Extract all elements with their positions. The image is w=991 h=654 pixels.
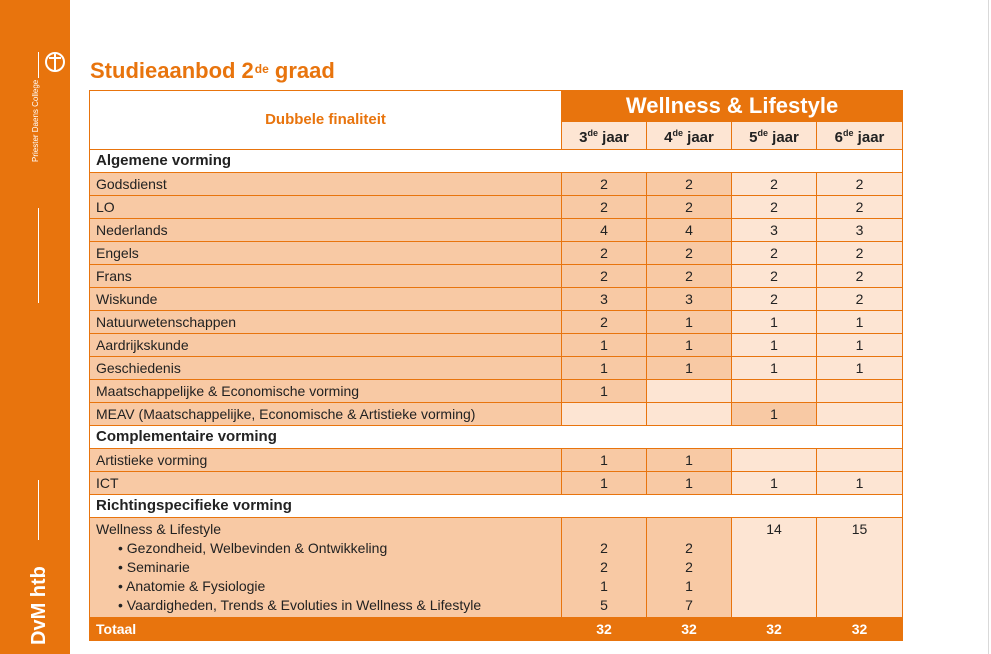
hours-cell: 1 <box>562 472 647 495</box>
hours-cell: 4 <box>562 219 647 242</box>
hours-cell: 1 <box>647 311 732 334</box>
hours-cell: 1 <box>817 472 903 495</box>
subject-label: Engels <box>90 242 562 265</box>
subject-label: Maatschappelijke & Economische vorming <box>90 380 562 403</box>
hours-cell: 2 <box>647 196 732 219</box>
subject-label: Nederlands <box>90 219 562 242</box>
hours-cell: 2 <box>562 265 647 288</box>
hours-cell: 2 <box>817 173 903 196</box>
hours-cell: 1 <box>562 357 647 380</box>
header-row <box>90 91 903 122</box>
year-header: 6de jaar <box>817 122 903 150</box>
subject-label: Artistieke vorming <box>90 449 562 472</box>
hours-cell: 2 <box>817 288 903 311</box>
subject-label: Wiskunde <box>90 288 562 311</box>
hours-cell: 4 <box>647 219 732 242</box>
total-cell: 32 <box>562 618 647 641</box>
hours-cell: 2 <box>817 265 903 288</box>
hours-cell: 1 <box>817 357 903 380</box>
hours-cell: 2 <box>562 196 647 219</box>
hours-cell: 1 <box>732 357 817 380</box>
hours-cell: 2 2 1 5 <box>562 518 647 618</box>
section-row <box>90 495 903 518</box>
hours-cell: 2 <box>817 196 903 219</box>
subject-label: Wellness & Lifestyle <box>96 521 222 537</box>
hours-cell: 1 <box>732 334 817 357</box>
year-header: 3de jaar <box>562 122 647 150</box>
hours-cell <box>732 449 817 472</box>
section-title: Algemene vorming <box>90 150 903 173</box>
page-title <box>90 56 335 86</box>
hours-cell <box>647 380 732 403</box>
hours-cell: 1 <box>647 357 732 380</box>
hours-cell <box>647 403 732 426</box>
section-title: Richtingspecifieke vorming <box>90 495 903 518</box>
table-row <box>90 380 903 403</box>
sidebar-divider <box>38 52 39 78</box>
hours-cell: 2 2 1 7 <box>647 518 732 618</box>
hours-cell: 2 <box>562 242 647 265</box>
year-header: 4de jaar <box>647 122 732 150</box>
hours-cell: 1 <box>647 334 732 357</box>
hours-cell: 2 <box>732 288 817 311</box>
hours-cell: 2 <box>732 265 817 288</box>
hours-cell <box>732 380 817 403</box>
table-row <box>90 265 903 288</box>
sub-subject-label: • Seminarie <box>118 559 190 575</box>
hours-cell: 2 <box>647 265 732 288</box>
section-title: Complementaire vorming <box>90 426 903 449</box>
hours-cell: 1 <box>562 380 647 403</box>
table-row <box>90 357 903 380</box>
hours-cell: 2 <box>732 173 817 196</box>
hours-cell: 1 <box>647 449 732 472</box>
hours-cell: 1 <box>817 311 903 334</box>
table-row <box>90 472 903 495</box>
sub-subject-label: • Vaardigheden, Trends & Evoluties in Wellness & Lifestyle <box>118 597 482 613</box>
hours-cell <box>817 380 903 403</box>
sidebar-divider <box>38 208 39 303</box>
hours-cell: 1 <box>817 334 903 357</box>
program-header: Wellness & Lifestyle <box>562 91 903 122</box>
subject-label: Godsdienst <box>90 173 562 196</box>
hours-cell: 1 <box>562 334 647 357</box>
daens-logo-icon <box>44 51 66 73</box>
subject-label: Frans <box>90 265 562 288</box>
total-cell: 32 <box>732 618 817 641</box>
table-row <box>90 288 903 311</box>
total-cell: 32 <box>647 618 732 641</box>
section-row <box>90 150 903 173</box>
subject-label: Aardrijkskunde <box>90 334 562 357</box>
sub-subject-label: • Gezondheid, Welbevinden & Ontwikkeling <box>118 540 388 556</box>
subject-label: ICT <box>90 472 562 495</box>
hours-cell: 1 <box>732 311 817 334</box>
table-row <box>90 311 903 334</box>
hours-cell: 2 <box>647 242 732 265</box>
hours-cell: 2 <box>732 242 817 265</box>
table-row <box>90 449 903 472</box>
hours-cell: 3 <box>647 288 732 311</box>
hours-cell: 3 <box>732 219 817 242</box>
subject-label: LO <box>90 196 562 219</box>
hours-cell <box>562 403 647 426</box>
sidebar <box>0 0 70 654</box>
hours-cell: 1 <box>732 403 817 426</box>
sub-subject-label: • Anatomie & Fysiologie <box>118 578 266 594</box>
subject-label: Geschiedenis <box>90 357 562 380</box>
sidebar-divider <box>38 480 39 540</box>
page-edge-rule <box>988 0 989 654</box>
table-row <box>90 196 903 219</box>
hours-cell: 14 <box>732 518 817 618</box>
hours-cell: 2 <box>732 196 817 219</box>
total-row <box>90 618 903 641</box>
hours-cell <box>817 449 903 472</box>
total-cell: 32 <box>817 618 903 641</box>
section-row <box>90 426 903 449</box>
hours-cell: 2 <box>562 173 647 196</box>
hours-cell: 1 <box>647 472 732 495</box>
table-row <box>90 334 903 357</box>
hours-cell: 2 <box>817 242 903 265</box>
hours-cell: 2 <box>562 311 647 334</box>
hours-cell: 2 <box>647 173 732 196</box>
hours-cell <box>817 403 903 426</box>
page-title-rest: graad <box>268 58 335 83</box>
hours-cell: 1 <box>732 472 817 495</box>
hours-cell: 3 <box>562 288 647 311</box>
year-header: 5de jaar <box>732 122 817 150</box>
subject-label: Natuurwetenschappen <box>90 311 562 334</box>
table-row <box>90 219 903 242</box>
brand-text: DvM htb <box>28 566 50 645</box>
hours-cell: 15 <box>817 518 903 618</box>
table-row <box>90 403 903 426</box>
table-row <box>90 173 903 196</box>
finaliteit-header: Dubbele finaliteit <box>90 91 562 150</box>
table-row <box>90 242 903 265</box>
table-row <box>90 518 903 618</box>
wellness-subject-cell <box>90 518 562 618</box>
study-table <box>89 90 903 641</box>
subject-label: MEAV (Maatschappelijke, Economische & Artistieke vorming) <box>90 403 562 426</box>
page-title-main: Studieaanbod 2 <box>90 58 254 83</box>
hours-cell: 3 <box>817 219 903 242</box>
hours-cell: 1 <box>562 449 647 472</box>
college-name: Priester Daens College <box>31 80 40 163</box>
total-label: Totaal <box>90 618 562 641</box>
page-title-sup: de <box>254 62 269 76</box>
